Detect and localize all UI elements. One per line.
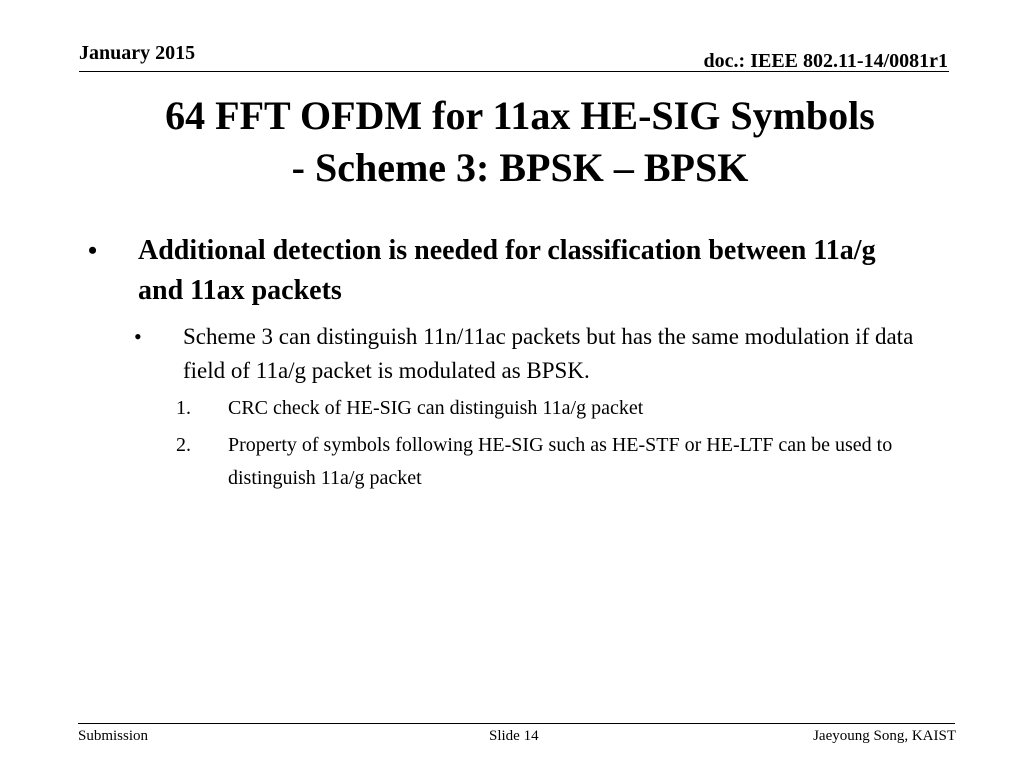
footer-submission: Submission [78, 728, 149, 744]
bullet-marker: • [134, 324, 142, 349]
slide-title-line-2: - Scheme 3: BPSK – BPSK [291, 145, 749, 190]
footer-divider [78, 723, 955, 724]
numbered-item-1 [176, 392, 956, 425]
header-doc-id: doc.: IEEE 802.11-14/0081r1 [703, 50, 948, 72]
footer-author: Jaeyoung Song, KAIST [813, 728, 956, 744]
item-text: Property of symbols following HE-SIG such as HE-STF or HE-LTF can be used to distinguish 11a/g packet [228, 434, 893, 489]
footer-slide-number: Slide 14 [489, 728, 539, 744]
item-text: CRC check of HE-SIG can distinguish 11a/g packet [228, 397, 644, 419]
item-number: 2. [176, 434, 191, 456]
item-number: 1. [176, 397, 191, 419]
bullet-level-2 [134, 320, 914, 388]
bullet-text: Scheme 3 can distinguish 11n/11ac packets but has the same modulation if data field of 11a/g packet is modulated as BPSK. [183, 324, 914, 383]
numbered-item-2 [176, 429, 956, 495]
header-date: January 2015 [79, 42, 196, 64]
bullet-marker: • [88, 236, 98, 265]
slide-title-line-1: 64 FFT OFDM for 11ax HE-SIG Symbols [165, 93, 875, 138]
bullet-text: Additional detection is needed for classification between 11a/g and 11ax packets [138, 235, 876, 306]
bullet-level-1 [88, 231, 878, 311]
